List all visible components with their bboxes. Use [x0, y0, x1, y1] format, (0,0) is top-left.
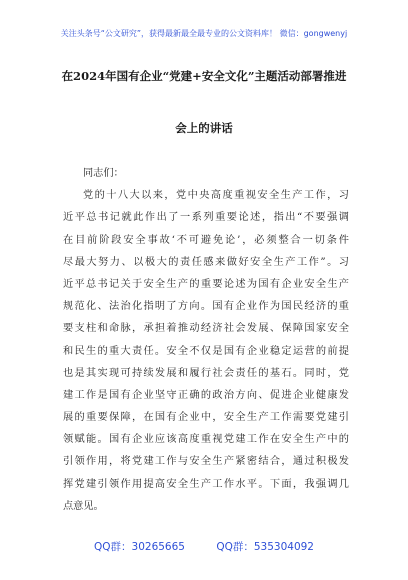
body-line: 规范化、法治化指明了方向。国有企业作为国民经济的重 — [63, 301, 349, 313]
document-body — [63, 163, 349, 518]
body-line: 党的十八大以来，党中央高度重视安全生产工作，习 — [83, 190, 349, 202]
body-line: 也是其实现可持续发展和履行社会责任的基石。同时，党 — [63, 367, 349, 379]
body-line: 引领作用，将党建工作与安全生产紧密结合，通过积极发 — [63, 456, 349, 468]
footer-contacts — [0, 539, 408, 554]
body-line: 在目前阶段安全事故‘不可避免论’，必须整合一切条件 — [63, 234, 349, 246]
document-title-line-2: 会上的讲话 — [175, 121, 233, 135]
body-line: 要支柱和命脉，承担着推动经济社会发展、保障国家安全 — [63, 323, 349, 335]
body-line: 点意见。 — [63, 500, 104, 512]
salutation: 同志们： — [83, 168, 124, 179]
header-promo-note: 关注头条号“公文研究”，获得最新最全最专业的公文资料库！ 微信：gongwenyj — [60, 29, 348, 38]
body-line: 和民生的重大责任。安全不仅是国有企业稳定运营的前提 — [63, 345, 349, 357]
body-line: 领赋能。国有企业应该高度重视党建工作在安全生产中的 — [63, 434, 349, 446]
footer-qq-group-2: QQ群：535304092 — [216, 541, 314, 553]
body-line: 近平总书记就此作出了一系列重要论述，指出“不要强调 — [63, 212, 349, 224]
body-line: 建工作是国有企业坚守正确的政治方向、促进企业健康发 — [63, 389, 349, 401]
body-line: 展的重要保障，在国有企业中，安全生产工作需要党建引 — [63, 412, 349, 424]
document-title-line-1: 在2024年国有企业“党建+安全文化”主题活动部署推进 — [61, 69, 347, 83]
body-line: 挥党建引领作用提高安全生产工作水平。下面，我强调几 — [63, 478, 349, 490]
body-line: 近平总书记关于安全生产的重要论述为国有企业安全生产 — [63, 278, 349, 290]
footer-qq-group-1: QQ群：30265665 — [94, 541, 185, 553]
body-line: 尽最大努力、以极大的责任感来做好安全生产工作”。习 — [63, 256, 349, 268]
